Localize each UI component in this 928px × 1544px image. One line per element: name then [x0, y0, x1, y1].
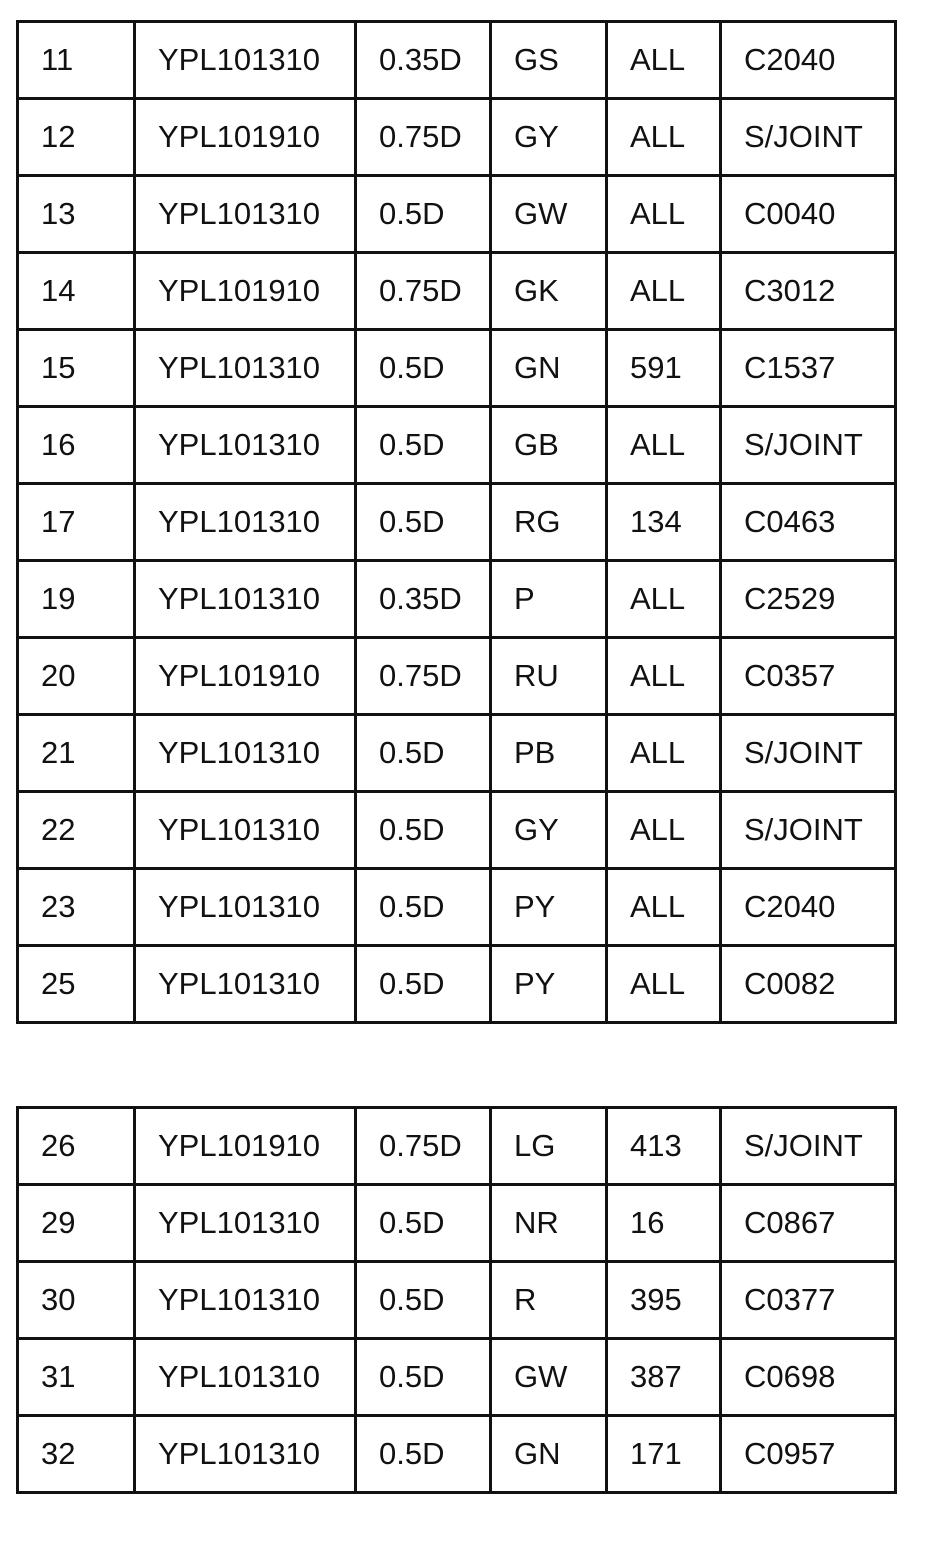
table-cell: 0.5D [356, 1262, 491, 1339]
table-cell: YPL101310 [135, 22, 356, 99]
table-cell: YPL101310 [135, 1339, 356, 1416]
table-row [18, 715, 896, 792]
table-cell: PY [491, 946, 607, 1023]
table-cell: YPL101310 [135, 715, 356, 792]
table-cell: ALL [607, 176, 721, 253]
table-cell: PY [491, 869, 607, 946]
table-cell: ALL [607, 792, 721, 869]
table-cell: 30 [18, 1262, 135, 1339]
table-cell: 0.5D [356, 176, 491, 253]
table-cell: C0040 [721, 176, 896, 253]
table-cell: 0.5D [356, 1416, 491, 1493]
table-cell: 0.5D [356, 484, 491, 561]
table-cell: C0957 [721, 1416, 896, 1493]
table-cell: 17 [18, 484, 135, 561]
table-row [18, 330, 896, 407]
table-cell: YPL101910 [135, 253, 356, 330]
table-cell: 0.75D [356, 99, 491, 176]
table-cell: YPL101310 [135, 484, 356, 561]
table-cell: C0377 [721, 1262, 896, 1339]
table-cell: C0463 [721, 484, 896, 561]
table-cell: 13 [18, 176, 135, 253]
table-row [18, 484, 896, 561]
table-cell: 0.5D [356, 792, 491, 869]
table-cell: C1537 [721, 330, 896, 407]
table-cell: GN [491, 1416, 607, 1493]
table-cell: ALL [607, 253, 721, 330]
table-cell: ALL [607, 638, 721, 715]
table-cell: C0867 [721, 1185, 896, 1262]
table-cell: C0698 [721, 1339, 896, 1416]
table-cell: 0.5D [356, 715, 491, 792]
table-cell: 31 [18, 1339, 135, 1416]
table-cell: GB [491, 407, 607, 484]
table-row [18, 1262, 896, 1339]
table-cell: 25 [18, 946, 135, 1023]
table-cell: GY [491, 99, 607, 176]
table-cell: C2040 [721, 869, 896, 946]
table-cell: 134 [607, 484, 721, 561]
table-row [18, 407, 896, 484]
table-cell: 15 [18, 330, 135, 407]
data-table-bottom [16, 1106, 897, 1494]
table-cell: YPL101310 [135, 561, 356, 638]
table-cell: S/JOINT [721, 99, 896, 176]
table-cell: 22 [18, 792, 135, 869]
table-cell: C0082 [721, 946, 896, 1023]
table-cell: YPL101310 [135, 792, 356, 869]
table-cell: ALL [607, 715, 721, 792]
table-row [18, 99, 896, 176]
table-cell: 23 [18, 869, 135, 946]
table-row [18, 561, 896, 638]
table-row [18, 869, 896, 946]
table-cell: YPL101310 [135, 1262, 356, 1339]
table-body [18, 22, 896, 1023]
table-cell: YPL101310 [135, 1416, 356, 1493]
table-cell: S/JOINT [721, 1108, 896, 1185]
table-cell: 387 [607, 1339, 721, 1416]
table-cell: YPL101310 [135, 1185, 356, 1262]
table-cell: 20 [18, 638, 135, 715]
table-cell: P [491, 561, 607, 638]
table-cell: R [491, 1262, 607, 1339]
table-cell: 0.5D [356, 407, 491, 484]
table-cell: 11 [18, 22, 135, 99]
table-cell: 0.35D [356, 561, 491, 638]
table-cell: YPL101310 [135, 330, 356, 407]
table-cell: ALL [607, 869, 721, 946]
table-cell: 0.35D [356, 22, 491, 99]
table-row [18, 22, 896, 99]
table-cell: 16 [607, 1185, 721, 1262]
table-cell: 29 [18, 1185, 135, 1262]
table-cell: YPL101310 [135, 869, 356, 946]
table-cell: 0.5D [356, 946, 491, 1023]
table-cell: ALL [607, 22, 721, 99]
table-cell: GS [491, 22, 607, 99]
table-row [18, 1416, 896, 1493]
table-row [18, 1108, 896, 1185]
table-cell: 0.5D [356, 1339, 491, 1416]
table-cell: S/JOINT [721, 792, 896, 869]
table-cell: 0.75D [356, 638, 491, 715]
table-cell: 14 [18, 253, 135, 330]
table-cell: 171 [607, 1416, 721, 1493]
table-cell: S/JOINT [721, 407, 896, 484]
table-cell: 12 [18, 99, 135, 176]
table-cell: YPL101310 [135, 946, 356, 1023]
table-row [18, 946, 896, 1023]
table-row [18, 638, 896, 715]
table-cell: S/JOINT [721, 715, 896, 792]
table-cell: GW [491, 176, 607, 253]
table-cell: 32 [18, 1416, 135, 1493]
table-cell: 21 [18, 715, 135, 792]
table-row [18, 1185, 896, 1262]
table-cell: 413 [607, 1108, 721, 1185]
table-cell: 0.5D [356, 1185, 491, 1262]
table-cell: C2529 [721, 561, 896, 638]
table-cell: 591 [607, 330, 721, 407]
data-table-top [16, 20, 897, 1024]
table-cell: YPL101910 [135, 1108, 356, 1185]
table-cell: ALL [607, 946, 721, 1023]
table-cell: 0.75D [356, 253, 491, 330]
table-cell: GW [491, 1339, 607, 1416]
table-cell: GN [491, 330, 607, 407]
table-body [18, 1108, 896, 1493]
table-cell: C2040 [721, 22, 896, 99]
table-row [18, 253, 896, 330]
table-cell: LG [491, 1108, 607, 1185]
table-cell: PB [491, 715, 607, 792]
table-cell: ALL [607, 407, 721, 484]
table-row [18, 792, 896, 869]
table-cell: RG [491, 484, 607, 561]
table-cell: YPL101910 [135, 638, 356, 715]
table-cell: 16 [18, 407, 135, 484]
table-cell: 395 [607, 1262, 721, 1339]
table-cell: 0.5D [356, 869, 491, 946]
table-row [18, 176, 896, 253]
table-cell: 26 [18, 1108, 135, 1185]
table-cell: 0.75D [356, 1108, 491, 1185]
table-cell: YPL101310 [135, 176, 356, 253]
table-cell: C0357 [721, 638, 896, 715]
table-cell: 0.5D [356, 330, 491, 407]
table-cell: GY [491, 792, 607, 869]
table-row [18, 1339, 896, 1416]
table-cell: RU [491, 638, 607, 715]
table-cell: YPL101910 [135, 99, 356, 176]
table-cell: ALL [607, 99, 721, 176]
table-cell: GK [491, 253, 607, 330]
table-cell: 19 [18, 561, 135, 638]
table-cell: C3012 [721, 253, 896, 330]
table-cell: ALL [607, 561, 721, 638]
table-cell: YPL101310 [135, 407, 356, 484]
table-cell: NR [491, 1185, 607, 1262]
